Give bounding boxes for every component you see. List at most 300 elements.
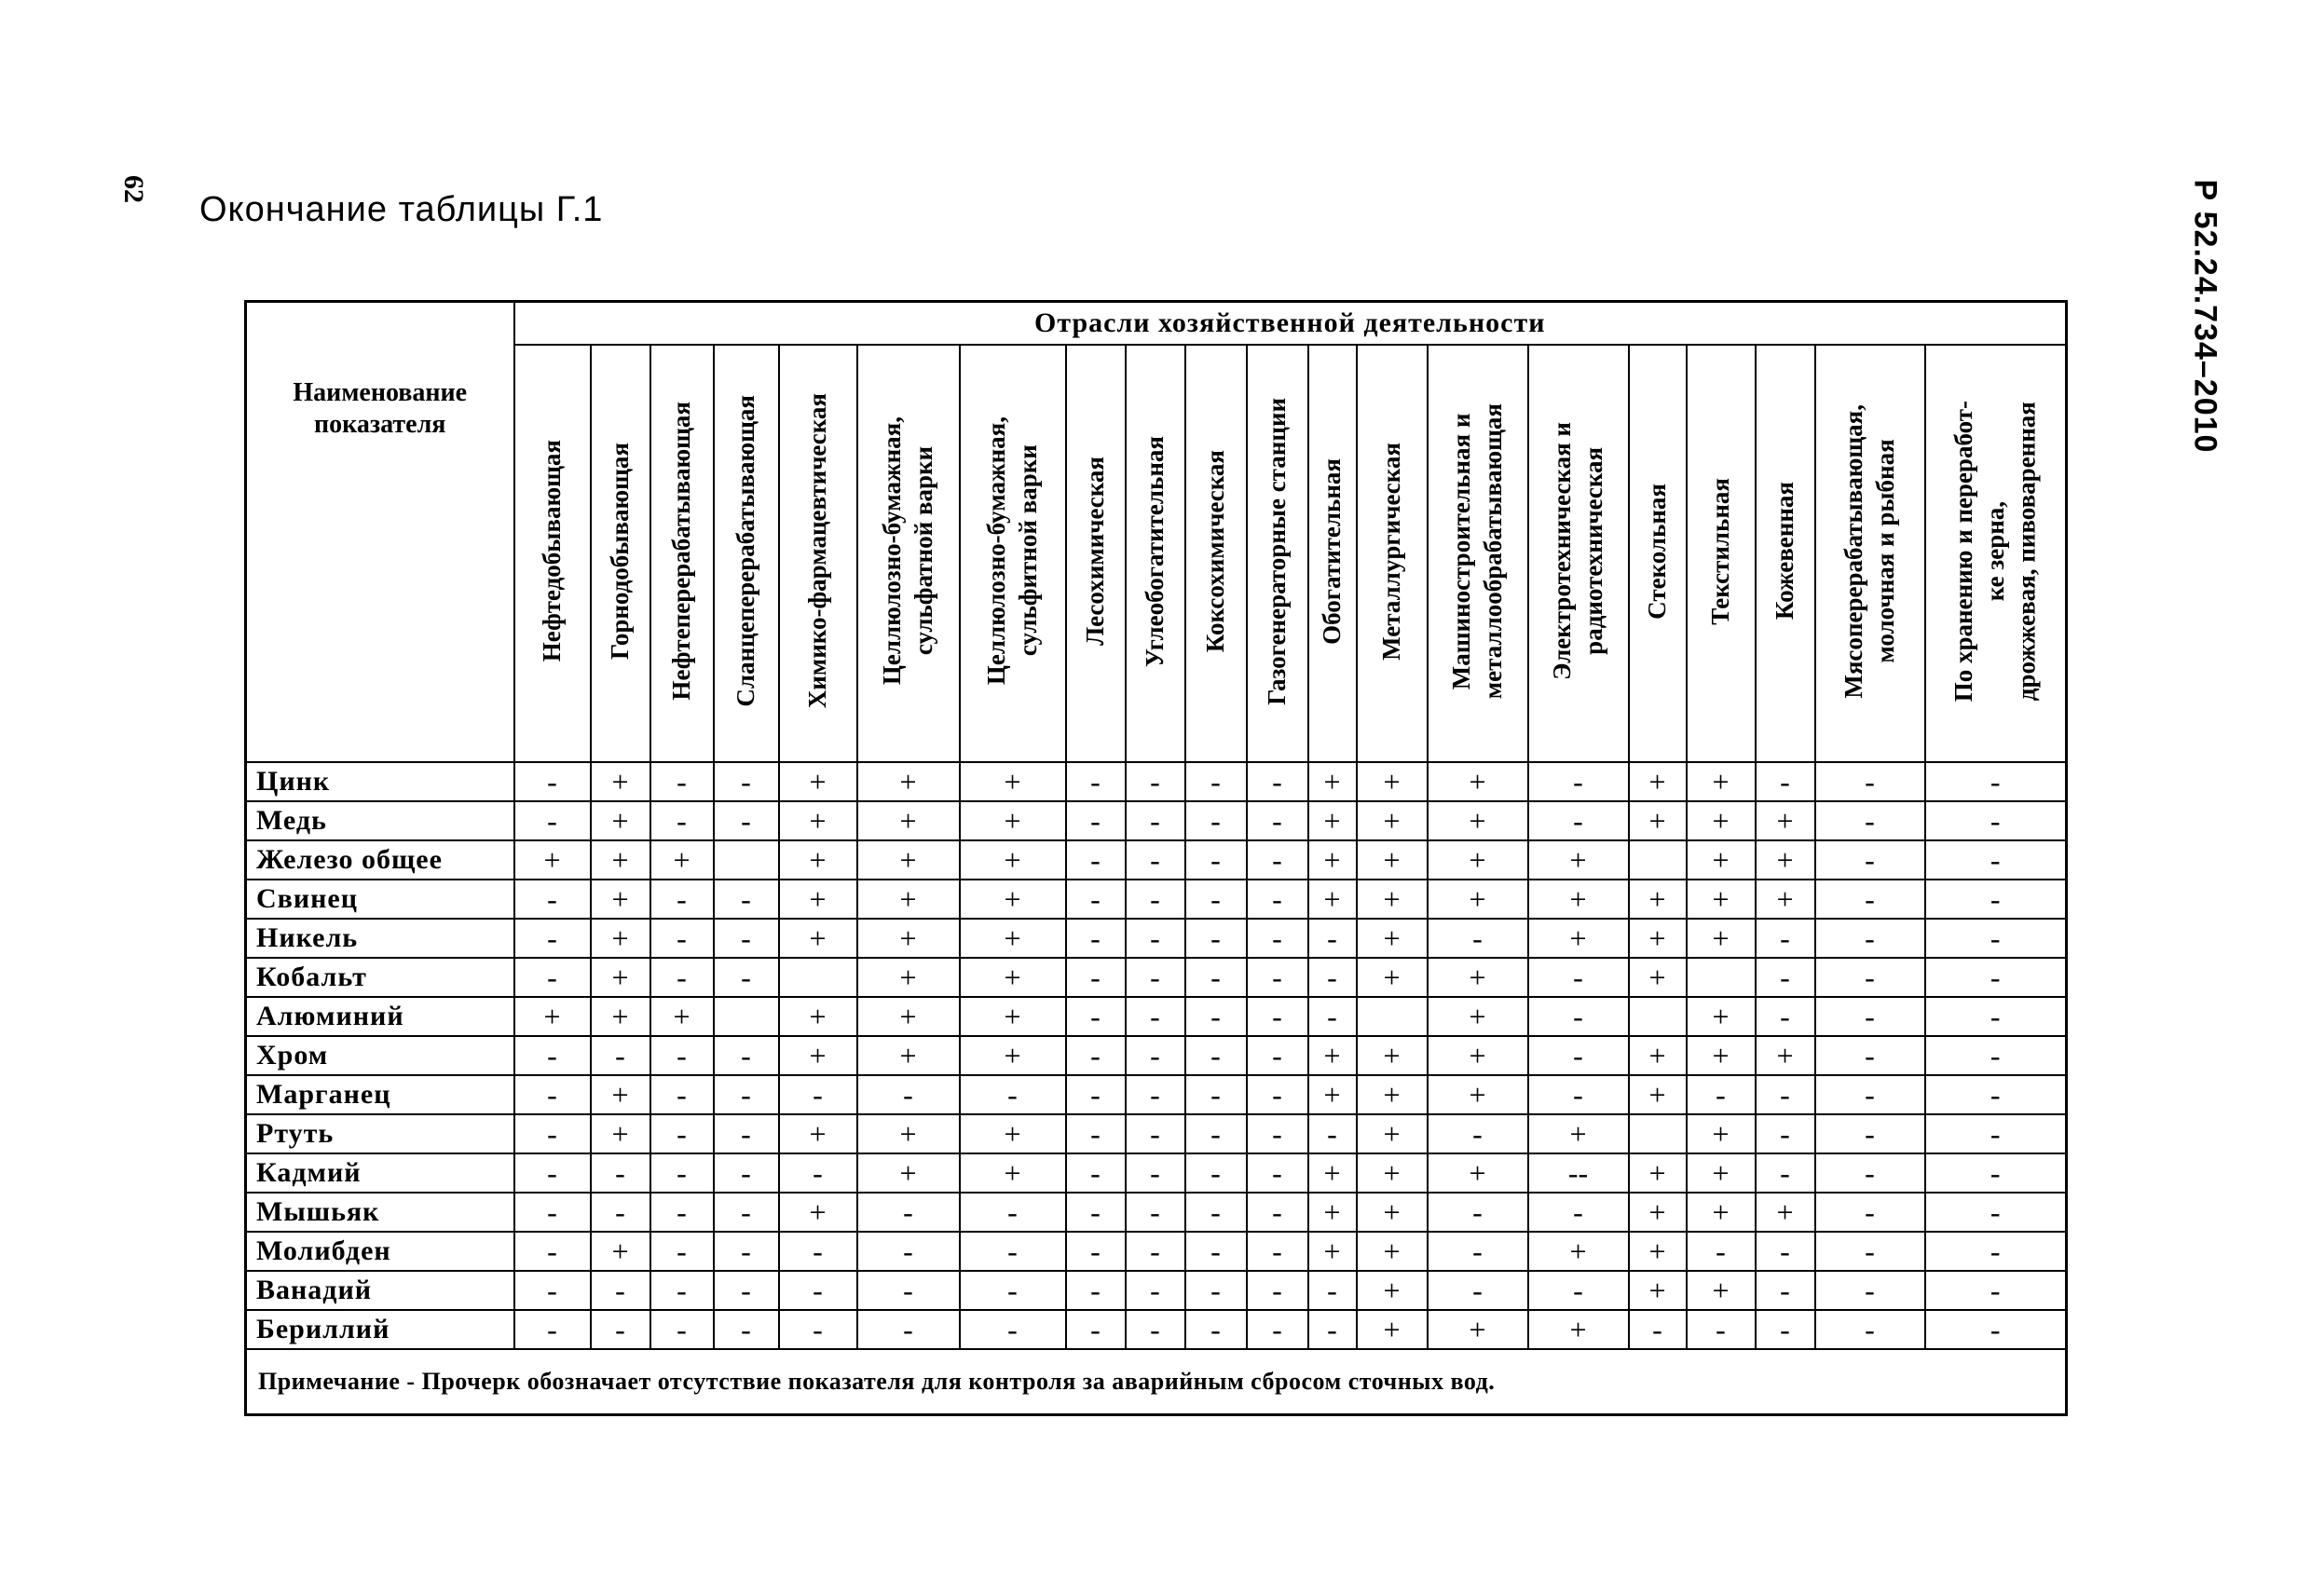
table-cell: -: [1066, 1075, 1126, 1114]
table-cell: -: [1815, 919, 1925, 958]
industries-group-header: Отрасли хозяйственной деятельности: [514, 302, 2067, 346]
table-cell: -: [514, 1232, 591, 1271]
document-code: Р 52.24.734–2010: [2187, 179, 2223, 454]
industry-column-label-line: Целлюлозно-бумажная,: [981, 416, 1010, 686]
table-cell: +: [1629, 762, 1687, 801]
table-cell: +: [857, 1114, 960, 1153]
table-cell: +: [960, 762, 1066, 801]
table-row: [246, 919, 2067, 958]
table-cell: +: [1428, 1310, 1528, 1349]
industry-column-header: [1428, 345, 1528, 762]
table-cell: -: [1247, 1036, 1308, 1075]
table-cell: -: [650, 880, 714, 919]
table-cell: -: [857, 1232, 960, 1271]
industry-column-label-line: Текстильная: [1705, 477, 1734, 625]
table-cell: -: [857, 1310, 960, 1349]
table-row: [246, 1036, 2067, 1075]
table-cell: +: [1528, 880, 1629, 919]
table-cell: +: [1357, 1036, 1428, 1075]
table-cell: +: [960, 997, 1066, 1036]
industry-column-label-line: дрожжевая, пивоваренная: [2012, 401, 2041, 702]
table-cell: -: [1815, 762, 1925, 801]
table-cell: -: [1066, 1271, 1126, 1310]
table-cell: +: [960, 1153, 1066, 1193]
table-cell: -: [1528, 1075, 1629, 1114]
table-row: [246, 762, 2067, 801]
table-cell: -: [1185, 880, 1247, 919]
table-cell: -: [1925, 880, 2067, 919]
table-row: [246, 1271, 2067, 1310]
table-cell: -: [1126, 880, 1185, 919]
table-cell: +: [514, 840, 591, 880]
table-cell: [779, 958, 857, 997]
table-cell: +: [514, 997, 591, 1036]
table-row: [246, 801, 2067, 840]
table-cell: -: [1247, 1153, 1308, 1193]
table-cell: [714, 997, 779, 1036]
table-cell: -: [714, 762, 779, 801]
indicator-name: Мышьяк: [246, 1193, 514, 1232]
table-cell: +: [591, 1232, 650, 1271]
table-cell: -: [714, 801, 779, 840]
table-cell: -: [1815, 1075, 1925, 1114]
table-cell: +: [857, 958, 960, 997]
indicator-name: Цинк: [246, 762, 514, 801]
table-cell: -: [1925, 1114, 2067, 1153]
table-cell: -: [1185, 1232, 1247, 1271]
table-cell: +: [1687, 880, 1756, 919]
table-cell: -: [1247, 1114, 1308, 1153]
industry-column-label: [1317, 458, 1348, 645]
industry-column-label-line: Кожевенная: [1770, 482, 1798, 621]
table-cell: +: [1357, 1153, 1428, 1193]
table-cell: +: [960, 880, 1066, 919]
table-cell: +: [1629, 1036, 1687, 1075]
table-cell: +: [591, 997, 650, 1036]
table-cell: -: [1308, 1310, 1357, 1349]
table-cell: -: [650, 1310, 714, 1349]
table-cell: -: [1756, 1232, 1815, 1271]
table-cell: [1629, 997, 1687, 1036]
table-cell: -: [714, 919, 779, 958]
table-cell: +: [1428, 880, 1528, 919]
indicator-name: Никель: [246, 919, 514, 958]
industry-column-label: [1949, 401, 2043, 702]
table-cell: -: [1815, 801, 1925, 840]
industry-column-header: [1925, 345, 2067, 762]
table-cell: +: [1357, 840, 1428, 880]
table-cell: +: [1428, 997, 1528, 1036]
industry-column-label-line: Горнодобывающая: [605, 443, 634, 660]
table-cell: -: [514, 1193, 591, 1232]
table-cell: +: [960, 840, 1066, 880]
table-row: [246, 1193, 2067, 1232]
table-cell: -: [1687, 1232, 1756, 1271]
table-cell: +: [1357, 1232, 1428, 1271]
table-cell: +: [1687, 919, 1756, 958]
table-cell: +: [1756, 801, 1815, 840]
table-cell: +: [1756, 1036, 1815, 1075]
table-cell: +: [650, 997, 714, 1036]
table-cell: +: [779, 1193, 857, 1232]
industry-column-header: [1756, 345, 1815, 762]
table-cell: +: [1357, 880, 1428, 919]
table-cell: -: [514, 1153, 591, 1193]
table-cell: -: [591, 1310, 650, 1349]
table-cell: +: [591, 801, 650, 840]
table-cell: +: [1308, 1232, 1357, 1271]
table-cell: -: [1925, 919, 2067, 958]
industry-column-label: [1200, 450, 1232, 652]
table-cell: +: [591, 840, 650, 880]
table-cell: -: [779, 1271, 857, 1310]
table-cell: +: [650, 840, 714, 880]
industry-column-header: [514, 345, 591, 762]
table-cell: -: [1247, 1193, 1308, 1232]
industry-column-label-line: Обогатительная: [1317, 457, 1346, 645]
industry-column-header: [650, 345, 714, 762]
table-cell: +: [1687, 840, 1756, 880]
table-cell: -: [1066, 958, 1126, 997]
table-cell: -: [1428, 1193, 1528, 1232]
table-cell: -: [1066, 1193, 1126, 1232]
table-cell: -: [514, 880, 591, 919]
table-cell: -: [1815, 958, 1925, 997]
table-cell: +: [1308, 1075, 1357, 1114]
table-cell: -: [1815, 1271, 1925, 1310]
table-cell: +: [591, 880, 650, 919]
table-cell: +: [1687, 1114, 1756, 1153]
table-cell: -: [1308, 919, 1357, 958]
table-cell: -: [1815, 1114, 1925, 1153]
table-cell: -: [1925, 840, 2067, 880]
table-cell: -: [1066, 840, 1126, 880]
table-cell: -: [1066, 1114, 1126, 1153]
indicator-name: Молибден: [246, 1232, 514, 1271]
table-cell: -: [1126, 1114, 1185, 1153]
table-cell: -: [1925, 801, 2067, 840]
table-cell: -: [1126, 958, 1185, 997]
industry-column-header: [1126, 345, 1185, 762]
table-cell: -: [960, 1232, 1066, 1271]
table-cell: -: [1528, 1271, 1629, 1310]
table-cell: -: [1428, 1114, 1528, 1153]
table-cell: -: [1528, 801, 1629, 840]
table-row: [246, 1232, 2067, 1271]
table-cell: +: [960, 958, 1066, 997]
table-cell: -: [714, 958, 779, 997]
indicators-table: [244, 300, 2068, 1416]
table-cell: -: [1247, 1075, 1308, 1114]
table-cell: -: [591, 1036, 650, 1075]
table-cell: -: [1247, 840, 1308, 880]
industry-column-header: [591, 345, 650, 762]
table-cell: -: [650, 1193, 714, 1232]
table-cell: +: [1629, 958, 1687, 997]
table-cell: -: [1925, 1271, 2067, 1310]
table-cell: -: [514, 1114, 591, 1153]
table-cell: +: [857, 801, 960, 840]
indicator-name: Медь: [246, 801, 514, 840]
table-cell: -: [1185, 1075, 1247, 1114]
industry-column-label: [1705, 478, 1737, 625]
table-cell: -: [1126, 1310, 1185, 1349]
table-cell: -: [714, 1271, 779, 1310]
table-cell: -: [1126, 1232, 1185, 1271]
table-cell: -: [1756, 958, 1815, 997]
industry-column-label-line: Мясоперерабатывающая,: [1839, 403, 1867, 699]
table-cell: +: [1308, 840, 1357, 880]
table-cell: -: [591, 1271, 650, 1310]
table-cell: [1629, 1114, 1687, 1153]
table-cell: +: [1528, 1114, 1629, 1153]
table-cell: -: [1815, 880, 1925, 919]
table-cell: +: [779, 1114, 857, 1153]
table-cell: +: [591, 1114, 650, 1153]
table-cell: -: [1185, 1193, 1247, 1232]
table-title: Окончание таблицы Г.1: [199, 190, 604, 229]
note-row: [246, 1349, 2067, 1415]
indicator-name: Ртуть: [246, 1114, 514, 1153]
table-cell: [1687, 958, 1756, 997]
table-cell: -: [650, 762, 714, 801]
table-cell: [1629, 840, 1687, 880]
table-cell: -: [1925, 762, 2067, 801]
table-cell: +: [960, 919, 1066, 958]
table-cell: -: [1815, 997, 1925, 1036]
industry-column-header: [1308, 345, 1357, 762]
table-cell: -: [1247, 1232, 1308, 1271]
table-cell: +: [1687, 1271, 1756, 1310]
table-cell: -: [1528, 1036, 1629, 1075]
table-row: [246, 1114, 2067, 1153]
table-cell: -: [1756, 1114, 1815, 1153]
table-cell: -: [1925, 997, 2067, 1036]
industry-column-header: [714, 345, 779, 762]
table-cell: -: [1066, 1153, 1126, 1193]
table-cell: -: [1126, 1271, 1185, 1310]
table-cell: +: [1428, 958, 1528, 997]
table-cell: +: [1308, 762, 1357, 801]
industry-column-label-line: металлообрабатывающая: [1478, 402, 1507, 700]
table-cell: -: [514, 958, 591, 997]
table-cell: -: [1185, 762, 1247, 801]
table-cell: +: [1756, 1193, 1815, 1232]
table-cell: -: [514, 1036, 591, 1075]
table-cell: -: [1925, 1075, 2067, 1114]
table-cell: +: [1357, 1310, 1428, 1349]
table-cell: -: [960, 1271, 1066, 1310]
industry-column-label: [731, 395, 762, 707]
industry-column-label: [605, 443, 636, 660]
table-cell: -: [1925, 1232, 2067, 1271]
table-cell: -: [857, 1075, 960, 1114]
table-cell: +: [1428, 801, 1528, 840]
table-row: [246, 958, 2067, 997]
table-cell: +: [1357, 1271, 1428, 1310]
table-cell: -: [1185, 1153, 1247, 1193]
table-cell: -: [1185, 997, 1247, 1036]
table-cell: -: [1815, 1310, 1925, 1349]
table-cell: -: [1756, 919, 1815, 958]
table-cell: -: [514, 762, 591, 801]
table-cell: -: [1815, 840, 1925, 880]
table-cell: -: [1528, 958, 1629, 997]
table-cell: -: [1066, 919, 1126, 958]
table-cell: -: [1126, 997, 1185, 1036]
industry-column-label: [1262, 398, 1293, 705]
industry-column-label: [981, 416, 1045, 685]
table-cell: [1357, 997, 1428, 1036]
table-cell: +: [1357, 958, 1428, 997]
table-cell: +: [1629, 880, 1687, 919]
table-cell: -: [650, 801, 714, 840]
industry-column-label: [1140, 436, 1171, 667]
industry-column-header: [960, 345, 1066, 762]
page-number: 62: [118, 175, 149, 203]
industry-column-header: [1066, 345, 1126, 762]
table-cell: +: [591, 919, 650, 958]
table-cell: -: [1126, 840, 1185, 880]
table-cell: +: [1756, 840, 1815, 880]
table-cell: -: [591, 1153, 650, 1193]
table-cell: +: [960, 1114, 1066, 1153]
indicator-name: Железо общее: [246, 840, 514, 880]
table-cell: -: [1687, 1310, 1756, 1349]
table-cell: +: [1308, 880, 1357, 919]
table-cell: -: [779, 1232, 857, 1271]
table-cell: -: [714, 1153, 779, 1193]
table-cell: -: [1756, 1310, 1815, 1349]
table-cell: -: [514, 1271, 591, 1310]
table-cell: -: [650, 1075, 714, 1114]
industry-column-header: [1687, 345, 1756, 762]
table-cell: +: [1357, 1075, 1428, 1114]
table-cell: -: [1428, 919, 1528, 958]
table-cell: +: [1308, 801, 1357, 840]
table-cell: -: [1247, 1271, 1308, 1310]
table-cell: +: [1629, 919, 1687, 958]
table-cell: -: [650, 1271, 714, 1310]
table-cell: +: [591, 1075, 650, 1114]
table-cell: -: [779, 1153, 857, 1193]
table-note: Примечание - Прочерк обозначает отсутствие показателя для контроля за аварийным сбросом сточных вод.: [246, 1349, 2067, 1415]
table-cell: -: [714, 1232, 779, 1271]
table-cell: +: [779, 997, 857, 1036]
table-cell: -: [514, 1075, 591, 1114]
industry-column-header: [1528, 345, 1629, 762]
table-cell: -: [1925, 1193, 2067, 1232]
table-cell: -: [1066, 1310, 1126, 1349]
table-cell: -: [1185, 1114, 1247, 1153]
table-cell: -: [1629, 1310, 1687, 1349]
table-cell: +: [779, 840, 857, 880]
indicator-name: Марганец: [246, 1075, 514, 1114]
table-cell: +: [1528, 840, 1629, 880]
table-cell: -: [1308, 997, 1357, 1036]
table-cell: +: [779, 880, 857, 919]
table-cell: -: [514, 919, 591, 958]
table-cell: -: [1756, 762, 1815, 801]
table-cell: -: [714, 1075, 779, 1114]
industry-column-label: [1839, 404, 1902, 699]
indicator-name: Ванадий: [246, 1271, 514, 1310]
indicator-name: Кадмий: [246, 1153, 514, 1193]
indicator-name: Свинец: [246, 880, 514, 919]
table-cell: -: [1308, 958, 1357, 997]
table-cell: -: [779, 1075, 857, 1114]
industry-column-label-line: Лесохимическая: [1080, 457, 1109, 646]
table-cell: +: [779, 919, 857, 958]
table-cell: -: [650, 958, 714, 997]
table-cell: -: [1185, 919, 1247, 958]
table-cell: -: [1126, 1153, 1185, 1193]
table-cell: +: [960, 1036, 1066, 1075]
industry-column-label: [1547, 422, 1610, 680]
industry-column-header: [1247, 345, 1308, 762]
table-cell: -: [1687, 1075, 1756, 1114]
table-cell: -: [779, 1310, 857, 1349]
table-cell: -: [857, 1193, 960, 1232]
table-row: [246, 1153, 2067, 1193]
table-cell: -: [1428, 1271, 1528, 1310]
table-cell: +: [1308, 1193, 1357, 1232]
table-cell: -: [650, 1153, 714, 1193]
table-cell: +: [1629, 1193, 1687, 1232]
table-cell: +: [1357, 919, 1428, 958]
industry-column-label: [1770, 482, 1801, 620]
industry-column-header: [1185, 345, 1247, 762]
table-cell: +: [1428, 1153, 1528, 1193]
table-cell: -: [1185, 801, 1247, 840]
table-cell: -: [1925, 1310, 2067, 1349]
table-cell: -: [1925, 1036, 2067, 1075]
table-cell: +: [591, 762, 650, 801]
industry-column-label-line: Машиностроительная и: [1446, 413, 1475, 689]
table-cell: +: [1528, 1310, 1629, 1349]
table-cell: +: [1629, 1271, 1687, 1310]
table-cell: -: [960, 1075, 1066, 1114]
industry-column-label-line: Углеобогатительная: [1140, 435, 1169, 667]
table-cell: -: [1756, 1075, 1815, 1114]
indicator-name: Хром: [246, 1036, 514, 1075]
table-cell: -: [857, 1271, 960, 1310]
table-cell: -: [1815, 1036, 1925, 1075]
table-cell: -: [1247, 880, 1308, 919]
table-cell: -: [1815, 1232, 1925, 1271]
table-cell: +: [857, 880, 960, 919]
indicator-name: Бериллий: [246, 1310, 514, 1349]
table-row: [246, 880, 2067, 919]
table-cell: -: [1756, 1153, 1815, 1193]
industry-column-header: [1815, 345, 1925, 762]
table-cell: -: [1756, 997, 1815, 1036]
table-row: [246, 1310, 2067, 1349]
industry-column-label-line: сульфатной варки: [909, 446, 937, 656]
table-cell: +: [1629, 1232, 1687, 1271]
table-cell: +: [960, 801, 1066, 840]
table-cell: -: [1066, 1036, 1126, 1075]
table-cell: +: [1629, 1153, 1687, 1193]
table-cell: +: [857, 762, 960, 801]
industry-column-label: [1642, 484, 1674, 620]
table-cell: +: [857, 840, 960, 880]
table-cell: -: [1126, 919, 1185, 958]
table-cell: +: [1687, 997, 1756, 1036]
industry-column-header: [779, 345, 857, 762]
industry-column-label-line: радиотехническая: [1579, 447, 1607, 655]
table-cell: -: [1185, 1310, 1247, 1349]
